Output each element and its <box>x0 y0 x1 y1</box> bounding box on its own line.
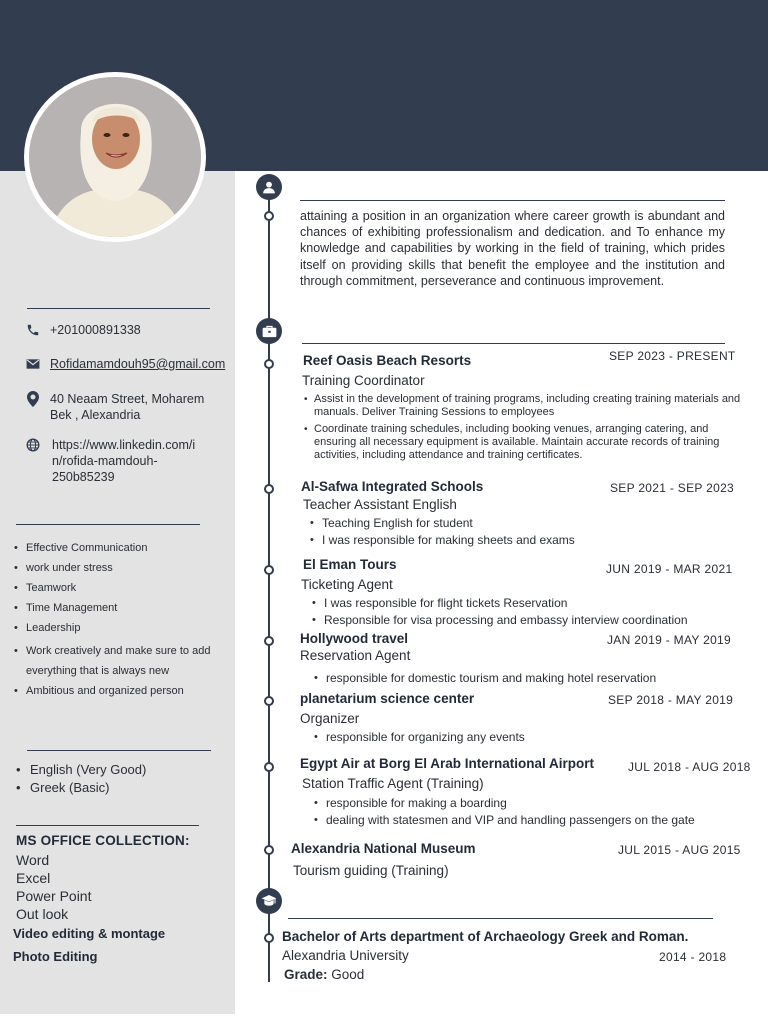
job-bullets <box>313 670 656 687</box>
location-icon <box>24 391 42 407</box>
timeline-dot <box>264 359 274 369</box>
job-bullet: • I was responsible for making sheets and exams <box>309 532 575 549</box>
office-item: Power Point <box>16 888 92 904</box>
job-company: Alexandria National Museum <box>291 841 476 856</box>
job-company: planetarium science center <box>300 691 475 706</box>
skill-item: • Leadership <box>14 618 229 638</box>
job-bullets <box>308 393 748 466</box>
job-bullet: • Responsible for visa processing and embassy interview coordination <box>311 612 688 629</box>
office-item: Excel <box>16 870 51 886</box>
experience-divider <box>302 343 725 344</box>
job-bullet: • dealing with statesmen and VIP and handling passengers on the gate <box>313 812 695 829</box>
job-date: JUN 2019 - MAR 2021 <box>606 562 733 576</box>
linkedin-line-1: https://www.linkedin.com/i <box>52 438 196 452</box>
profile-icon <box>262 180 276 194</box>
languages-divider <box>27 750 211 751</box>
job-bullet: • responsible for domestic tourism and making hotel reservation <box>313 670 656 687</box>
address-line-2: Bek , Alexandria <box>50 408 141 422</box>
briefcase-icon <box>262 325 277 338</box>
job-date: JAN 2019 - MAY 2019 <box>607 633 731 647</box>
linkedin-link[interactable] <box>52 437 195 485</box>
job-role: Tourism guiding (Training) <box>293 863 449 878</box>
office-item: Out look <box>16 906 69 922</box>
language-item: • Greek (Basic) <box>16 779 146 797</box>
grade-label: Grade: <box>284 967 328 982</box>
job-bullets <box>309 515 575 548</box>
grade-value: Good <box>331 967 365 982</box>
education-grade <box>284 967 364 982</box>
job-role: Reservation Agent <box>300 648 411 663</box>
job-bullets <box>313 729 525 746</box>
skill-item: • Ambitious and organized person <box>14 681 229 701</box>
address-line-1: 40 Neaam Street, Moharem <box>50 392 205 406</box>
contact-divider <box>27 308 210 309</box>
skill-item: • Teamwork <box>14 578 229 598</box>
office-item: Word <box>16 852 50 868</box>
job-company: Hollywood travel <box>300 631 409 646</box>
education-school: Alexandria University <box>282 948 409 963</box>
job-bullet: • Coordinate training schedules, including booking venues, arranging catering, and ensuring all necessary equipment is available. Maintain accurate records of training activities, including attendance and training certificates. <box>308 423 748 462</box>
profile-photo-image <box>29 77 201 237</box>
globe-icon <box>24 437 42 453</box>
timeline-dot <box>264 933 274 943</box>
job-role: Organizer <box>300 711 360 726</box>
education-degree: Bachelor of Arts department of Archaeology Greek and Roman. <box>282 929 689 944</box>
job-bullets <box>311 595 688 628</box>
job-role: Ticketing Agent <box>301 577 393 592</box>
education-date: 2014 - 2018 <box>659 950 727 964</box>
timeline-dot <box>264 484 274 494</box>
linkedin-line-3: 250b85239 <box>52 470 115 484</box>
job-bullet: • responsible for organizing any events <box>313 729 525 746</box>
job-date: JUL 2018 - AUG 2018 <box>628 760 751 774</box>
timeline-dot <box>264 565 274 575</box>
experience-section-badge <box>256 318 282 344</box>
job-company: Reef Oasis Beach Resorts <box>303 353 472 368</box>
job-bullet: • Assist in the development of training programs, including creating training materials and manuals. Deliver Training Sessions to employees <box>308 393 748 419</box>
skill-item: • Work creatively and make sure to add everything that is always new <box>14 641 229 681</box>
graduation-cap-icon <box>261 894 277 908</box>
skill-item: • Effective Communication <box>14 538 229 558</box>
email-link[interactable]: Rofidamamdouh95@gmail.com <box>50 357 226 371</box>
skills-divider <box>16 524 200 525</box>
languages-list <box>16 761 146 797</box>
job-company: El Eman Tours <box>303 557 397 572</box>
timeline-dot <box>264 636 274 646</box>
job-company: Al-Safwa Integrated Schools <box>301 479 484 494</box>
office-heading: MS OFFICE COLLECTION: <box>16 833 190 848</box>
video-editing-skill: Video editing & montage <box>13 926 166 941</box>
skill-item: • work under stress <box>14 558 229 578</box>
office-divider <box>16 825 199 826</box>
profile-section-badge <box>256 174 282 200</box>
job-date: SEP 2021 - SEP 2023 <box>610 481 735 495</box>
job-role: Station Traffic Agent (Training) <box>302 776 484 791</box>
timeline-dot <box>264 845 274 855</box>
contact-linkedin <box>24 437 195 485</box>
job-company: Egypt Air at Borg El Arab International Airport <box>300 756 595 771</box>
job-role: Training Coordinator <box>302 373 425 388</box>
language-item: • English (Very Good) <box>16 761 146 779</box>
contact-address <box>24 391 204 423</box>
job-date: SEP 2023 - PRESENT <box>609 349 736 363</box>
timeline-dot <box>264 762 274 772</box>
education-divider <box>288 918 713 919</box>
job-date: JUL 2015 - AUG 2015 <box>618 843 741 857</box>
address-text <box>50 391 204 423</box>
timeline-dot <box>264 211 274 221</box>
phone-number: +201000891338 <box>50 323 141 337</box>
profile-photo <box>24 72 206 242</box>
job-date: SEP 2018 - MAY 2019 <box>608 693 734 707</box>
job-bullet: • I was responsible for flight tickets Reservation <box>311 595 688 612</box>
email-icon <box>24 356 42 372</box>
contact-phone <box>24 322 141 338</box>
education-section-badge <box>256 888 282 914</box>
contact-email <box>24 356 225 372</box>
profile-divider <box>300 200 725 201</box>
phone-icon <box>24 322 42 338</box>
job-role: Teacher Assistant English <box>303 497 457 512</box>
timeline-line <box>268 187 270 982</box>
skill-item: • Time Management <box>14 598 229 618</box>
skills-list <box>14 538 229 701</box>
job-bullet: • responsible for making a boarding <box>313 795 695 812</box>
job-bullet: • Teaching English for student <box>309 515 575 532</box>
linkedin-line-2: n/rofida-mamdouh- <box>52 454 158 468</box>
career-objective: attaining a position in an organization where career growth is abundant and chances of exhibiting professionalism and dedication. and To enhance my knowledge and capabilities by working in the field of training, which prides itself on providing skills that benefit the employee and the institution and through commitment, perseverance and continuous improvement. <box>300 209 725 288</box>
photo-editing-skill: Photo Editing <box>13 949 98 964</box>
job-bullets <box>313 795 695 828</box>
office-list <box>16 851 91 923</box>
timeline-dot <box>264 696 274 706</box>
